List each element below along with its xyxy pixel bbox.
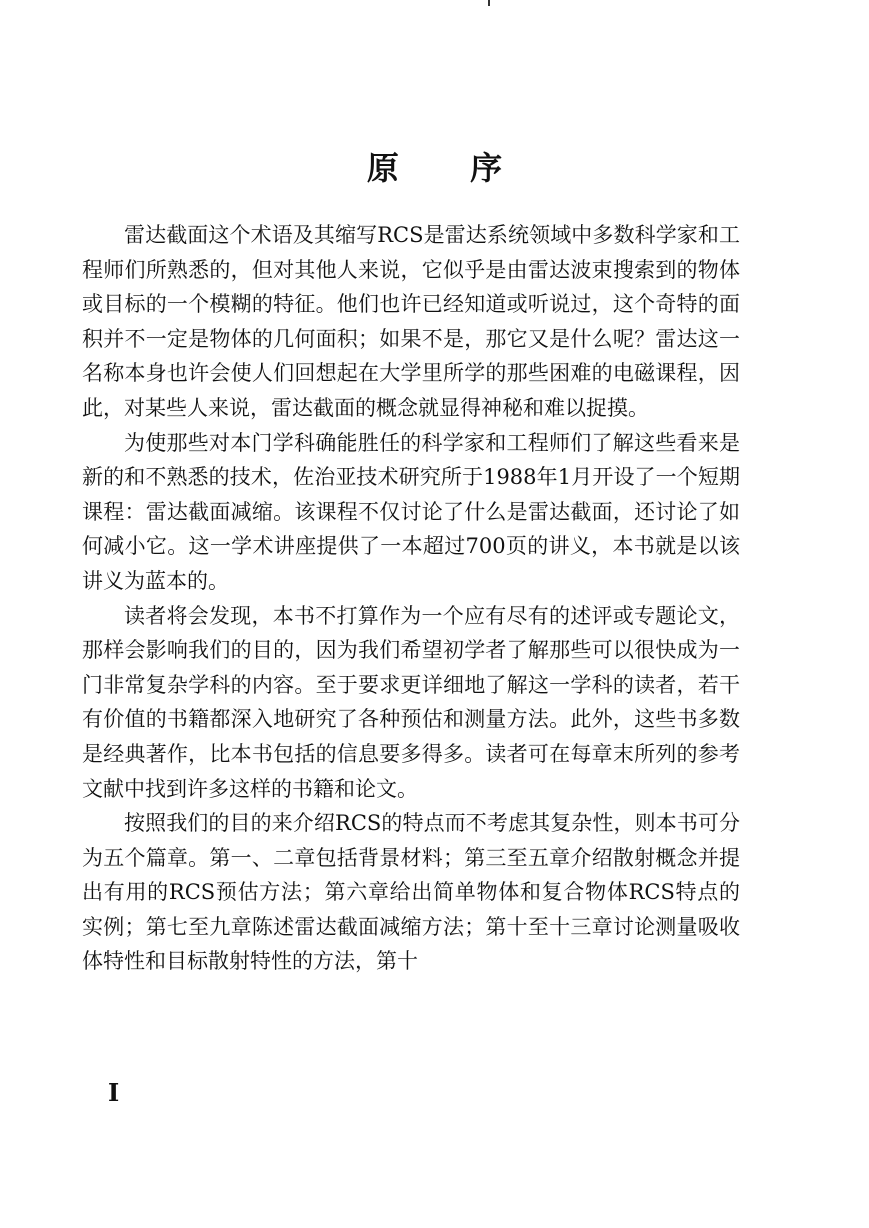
paragraph-2: 为使那些对本门学科确能胜任的科学家和工程师们了解这些看来是新的和不熟悉的技术，佐治亚技术研究所于1988年1月开设了一个短期课程：雷达截面减缩。该课程不仅讨论了什么是雷达截面，还讨论了如何减小它。这一学术讲座提供了一本超过700页的讲义，本书就是以该讲义为蓝本的。 bbox=[82, 430, 740, 593]
scan-mark bbox=[488, 0, 490, 6]
page-number: I bbox=[108, 1078, 120, 1107]
preface-body bbox=[82, 218, 740, 979]
paragraph-3: 读者将会发现，本书不打算作为一个应有尽有的述评或专题论文，那样会影响我们的目的，因为我们希望初学者了解那些可以很快成为一门非常复杂学科的内容。至于要求更详细地了解这一学科的读者，若干有价值的书籍都深入地研究了各种预估和测量方法。此外，这些书多数是经典著作，比本书包括的信息要多得多。读者可在每章末所列的参考文献中找到许多这样的书籍和论文。 bbox=[82, 603, 740, 801]
paragraph-4: 按照我们的目的来介绍RCS的特点而不考虑其复杂性，则本书可分为五个篇章。第一、二章包括背景材料；第三至五章介绍散射概念并提出有用的RCS预估方法；第六章给出简单物体和复合物体RCS特点的实例；第七至九章陈述雷达截面减缩方法；第十至十三章讨论测量吸收体特性和目标散射特性的方法，第十 bbox=[82, 811, 740, 974]
paragraph-1: 雷达截面这个术语及其缩写RCS是雷达系统领域中多数科学家和工程师们所熟悉的，但对其他人来说，它似乎是由雷达波束搜索到的物体或目标的一个模糊的特征。他们也许已经知道或听说过，这个奇特的面积并不一定是物体的几何面积；如果不是，那它又是什么呢？雷达这一名称本身也许会使人们回想起在大学里所学的那些困难的电磁课程，因此，对某些人来说，雷达截面的概念就显得神秘和难以捉摸。 bbox=[82, 223, 740, 420]
page-title: 原 序 bbox=[366, 149, 533, 187]
